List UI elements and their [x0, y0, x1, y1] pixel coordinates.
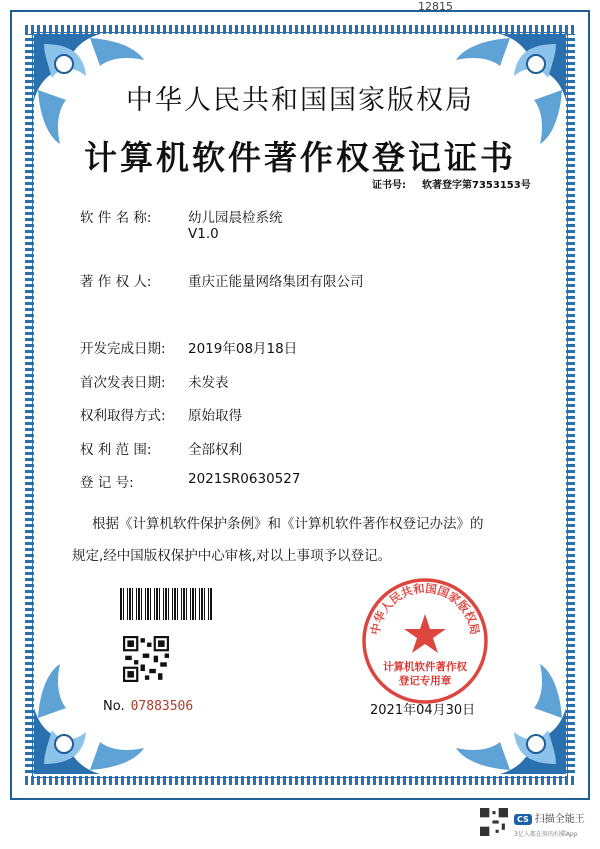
barcode: [120, 588, 212, 620]
seal-line2: 登记专用章: [398, 675, 452, 687]
seal-line1: 计算机软件著作权: [383, 661, 467, 673]
seal-arc-text: 中华人民共和国国家版权局: [367, 581, 483, 636]
serial-value: 07883506: [130, 699, 194, 714]
field-rights-scope: [80, 438, 242, 458]
field-label: 权 利 范 围:: [80, 442, 152, 458]
field-label: 首次发表日期:: [80, 375, 166, 391]
statement-line: 根据《计算机软件保护条例》和《计算机软件著作权登记办法》的: [92, 516, 484, 532]
certificate-number: [372, 176, 531, 191]
watermark-app-name: [514, 810, 585, 825]
corner-note: 12815: [418, 0, 453, 13]
field-value: 2019年08月18日: [188, 341, 298, 357]
field-value: 重庆正能量网络集团有限公司: [188, 274, 364, 290]
agency-title: 中华人民共和国国家版权局: [126, 85, 474, 116]
field-value: 2021SR0630527: [188, 471, 301, 487]
field-label: 权利取得方式:: [80, 408, 166, 424]
field-value-version: V1.0: [188, 226, 219, 242]
qr-code-icon: [123, 636, 169, 682]
field-label: 软 件 名 称:: [80, 210, 152, 226]
certificate-number-value: 软著登字第7353153号: [422, 180, 531, 191]
field-registration-number: [80, 471, 300, 491]
field-first-publish-date: [80, 371, 229, 391]
field-label: 著 作 权 人:: [80, 274, 152, 290]
field-value: 幼儿园晨检系统: [188, 210, 283, 226]
issue-date: 2021年04月30日: [370, 703, 476, 718]
serial-number: [103, 699, 193, 714]
statement-paragraph: [72, 508, 542, 572]
statement-line: 规定,经中国版权保护中心审核,对以上事项予以登记。: [72, 548, 392, 564]
field-label: 登 记 号:: [80, 475, 134, 491]
field-completion-date: [80, 337, 297, 357]
official-seal-icon: [360, 576, 490, 706]
certificate-title: 计算机软件著作权登记证书: [84, 138, 516, 177]
field-acquisition-method: [80, 404, 242, 424]
field-value: 全部权利: [188, 442, 242, 458]
serial-prefix: No.: [103, 699, 125, 714]
field-value: 原始取得: [188, 408, 242, 424]
field-label: 开发完成日期:: [80, 341, 166, 357]
field-software-name: [80, 206, 283, 242]
camscanner-icon: CS: [514, 814, 532, 825]
watermark-tagline: 3亿人都在用的扫描App: [514, 831, 578, 838]
field-value: 未发表: [188, 375, 229, 391]
watermark-app-label: 扫描全能王: [534, 814, 585, 825]
watermark-qr-icon: [480, 808, 508, 836]
field-copyright-owner: [80, 270, 364, 290]
certificate-number-label: 证书号:: [372, 180, 406, 191]
